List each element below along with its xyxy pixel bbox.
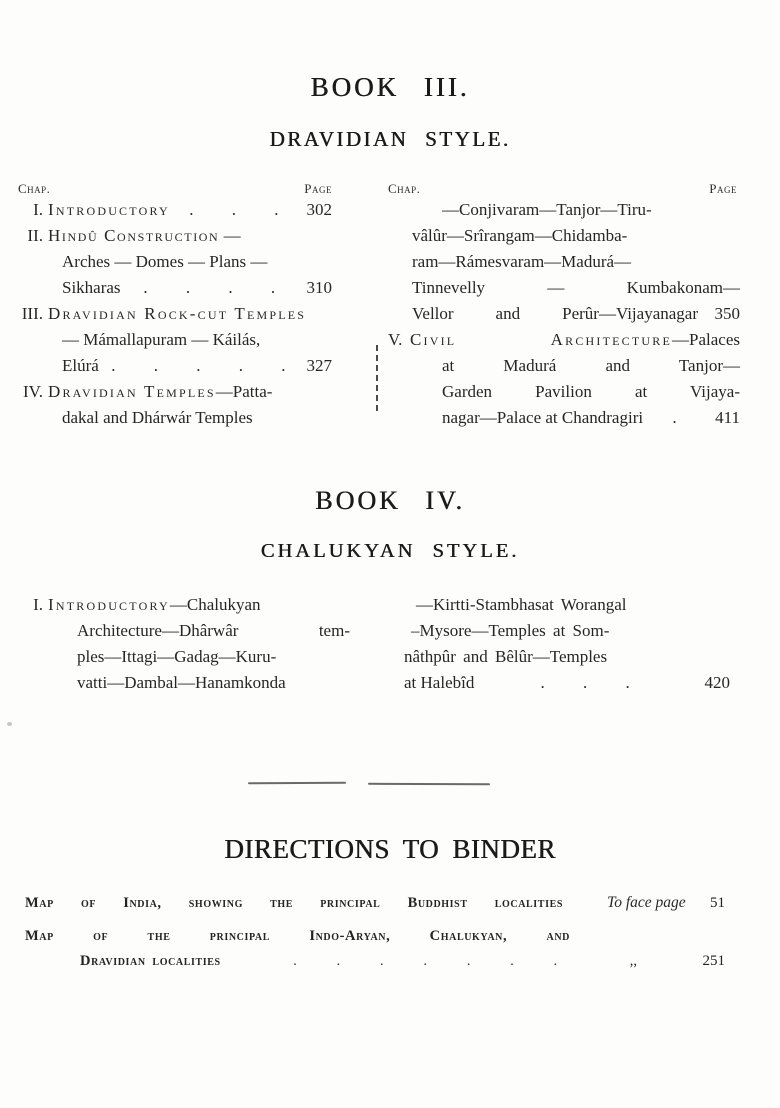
binder-entry xyxy=(25,894,725,912)
entry-text: Tinnevelly — Kumbakonam— xyxy=(412,278,740,297)
chapter-numeral: III. xyxy=(21,304,43,323)
chapter-title: Civil Architecture xyxy=(410,330,673,349)
entry-text: —Kirtti-Stambhasat Worangal xyxy=(416,595,627,614)
page-header-right: Page xyxy=(709,181,737,196)
toc-entry-continuation xyxy=(412,223,740,249)
binder-list xyxy=(25,894,725,986)
dot-leader: . xyxy=(672,408,677,427)
separator-rule-right xyxy=(368,783,490,785)
toc-entry-continuation xyxy=(404,670,730,696)
entry-text: nâthpûr and Bêlûr—Temples xyxy=(404,647,608,666)
book3-toc-left-column xyxy=(10,197,350,431)
entry-text: — xyxy=(223,226,241,245)
toc-entry-continuation xyxy=(404,644,730,670)
toc-entry-continuation xyxy=(10,249,350,275)
page-number: 411 xyxy=(715,408,740,427)
entry-text: ples—Ittagi—Gadag—Kuru- xyxy=(77,647,277,666)
dot-leader: . . . . . xyxy=(111,356,286,375)
toc-entry-continuation xyxy=(10,618,350,644)
chapter-numeral: I. xyxy=(33,595,43,614)
binder-entry-page: 251 xyxy=(702,953,725,969)
entry-text: —Patta- xyxy=(215,382,273,401)
entry-text: Vellor and Perûr—Vijayanagar xyxy=(412,304,698,323)
chapter-title: Introductory xyxy=(48,595,170,614)
toc-entry xyxy=(10,379,350,405)
entry-text: at Madurá and Tanjor— xyxy=(442,356,740,375)
toc-entry-continuation xyxy=(10,670,350,696)
binder-entry-text: Dravidian localities xyxy=(80,953,221,969)
chapter-title: Dravidian Temples xyxy=(48,382,216,401)
entry-text: ram—Rámesvaram—Madurá— xyxy=(412,252,632,271)
entry-text: Elúrá xyxy=(62,356,99,375)
book4-toc-right-column xyxy=(404,592,730,696)
book3-subtitle: DRAVIDIAN STYLE. xyxy=(269,127,511,151)
dot-leader: . . . xyxy=(189,200,279,219)
binder-title: DIRECTIONS TO BINDER xyxy=(224,834,556,864)
page-number: 420 xyxy=(704,673,730,692)
entry-text: —Palaces xyxy=(672,330,740,349)
book4-title: BOOK IV. xyxy=(315,486,465,515)
toc-entry xyxy=(10,197,350,223)
chapter-numeral: I. xyxy=(33,200,43,219)
toc-entry-continuation xyxy=(10,405,350,431)
toc-entry xyxy=(388,327,740,353)
toc-entry-continuation xyxy=(388,379,740,405)
toc-entry-continuation xyxy=(388,405,740,431)
entry-text: Architecture—Dhârwâr tem- xyxy=(77,621,350,640)
toc-entry-continuation xyxy=(404,592,730,618)
toc-entry xyxy=(10,301,350,327)
chapter-numeral: II. xyxy=(27,226,43,245)
binder-entry-page: 51 xyxy=(710,895,725,911)
binder-entry xyxy=(25,953,725,970)
toc-entry-continuation xyxy=(10,353,350,379)
entry-text: dakal and Dhárwár Temples xyxy=(62,408,253,427)
chapter-title: Hindû Construction xyxy=(48,226,220,245)
entry-text: —Conjivaram—Tanjor—Tiru- xyxy=(442,200,652,219)
binder-entry-ditto: ,, xyxy=(629,953,637,969)
entry-text: Sikharas xyxy=(62,278,121,297)
book3-title: BOOK III. xyxy=(310,72,470,102)
dot-leader: . . . . . . . xyxy=(293,954,558,969)
scan-speck xyxy=(7,722,12,726)
toc-entry-continuation xyxy=(10,275,350,301)
dot-leader: . . . xyxy=(540,673,630,692)
toc-entry xyxy=(10,223,350,249)
chapter-numeral: IV. xyxy=(23,382,43,401)
toc-entry-continuation xyxy=(388,353,740,379)
dot-leader: . . . . xyxy=(143,278,276,297)
binder-entry-text: Map of the principal Indo-Aryan, Chalukyan, and xyxy=(25,928,570,944)
binder-entry-text: Map of India, showing the principal Buddhist localities xyxy=(25,895,563,911)
entry-text: nagar—Palace at Chandragiri xyxy=(442,408,644,427)
column-separator-dashes xyxy=(376,345,378,411)
page-number: 327 xyxy=(306,356,332,375)
book3-toc-right-column xyxy=(388,197,740,431)
entry-text: Garden Pavilion at Vijaya- xyxy=(442,382,740,401)
separator-rule-left xyxy=(248,782,346,785)
binder-entry-ref: To face page xyxy=(607,894,686,911)
chapter-title: Introductory xyxy=(48,200,170,219)
toc-entry-continuation xyxy=(412,275,740,301)
page-number: 302 xyxy=(306,200,332,219)
chap-header-left: Chap. xyxy=(18,181,51,196)
entry-text: —Chalukyan xyxy=(169,595,261,614)
book4-toc-left-column xyxy=(10,592,350,696)
toc-entry-continuation xyxy=(412,197,740,223)
toc-entry-continuation xyxy=(412,301,740,327)
toc-entry xyxy=(10,592,350,618)
entry-text: Arches — Domes — Plans — xyxy=(62,252,268,271)
chapter-numeral: V. xyxy=(388,330,403,349)
toc-entry-continuation xyxy=(404,618,730,644)
page-header-left: Page xyxy=(304,181,332,196)
chap-header-right: Chap. xyxy=(388,181,421,196)
entry-text: –Mysore—Temples at Som- xyxy=(411,621,610,640)
toc-entry-continuation xyxy=(10,327,350,353)
entry-text: vatti—Dambal—Hanamkonda xyxy=(77,673,286,692)
page-number: 310 xyxy=(306,278,332,297)
toc-entry-continuation xyxy=(412,249,740,275)
chapter-title: Dravidian Rock-cut Temples xyxy=(48,304,307,323)
page-number: 350 xyxy=(714,304,740,323)
binder-entry xyxy=(25,928,725,945)
entry-text: — Mámallapuram — Káilás, xyxy=(62,330,261,349)
book4-subtitle: CHALUKYAN STYLE. xyxy=(260,540,520,562)
toc-entry-continuation xyxy=(10,644,350,670)
entry-text: vâlûr—Srîrangam—Chidamba- xyxy=(412,226,628,245)
entry-text: at Halebîd xyxy=(404,673,475,692)
